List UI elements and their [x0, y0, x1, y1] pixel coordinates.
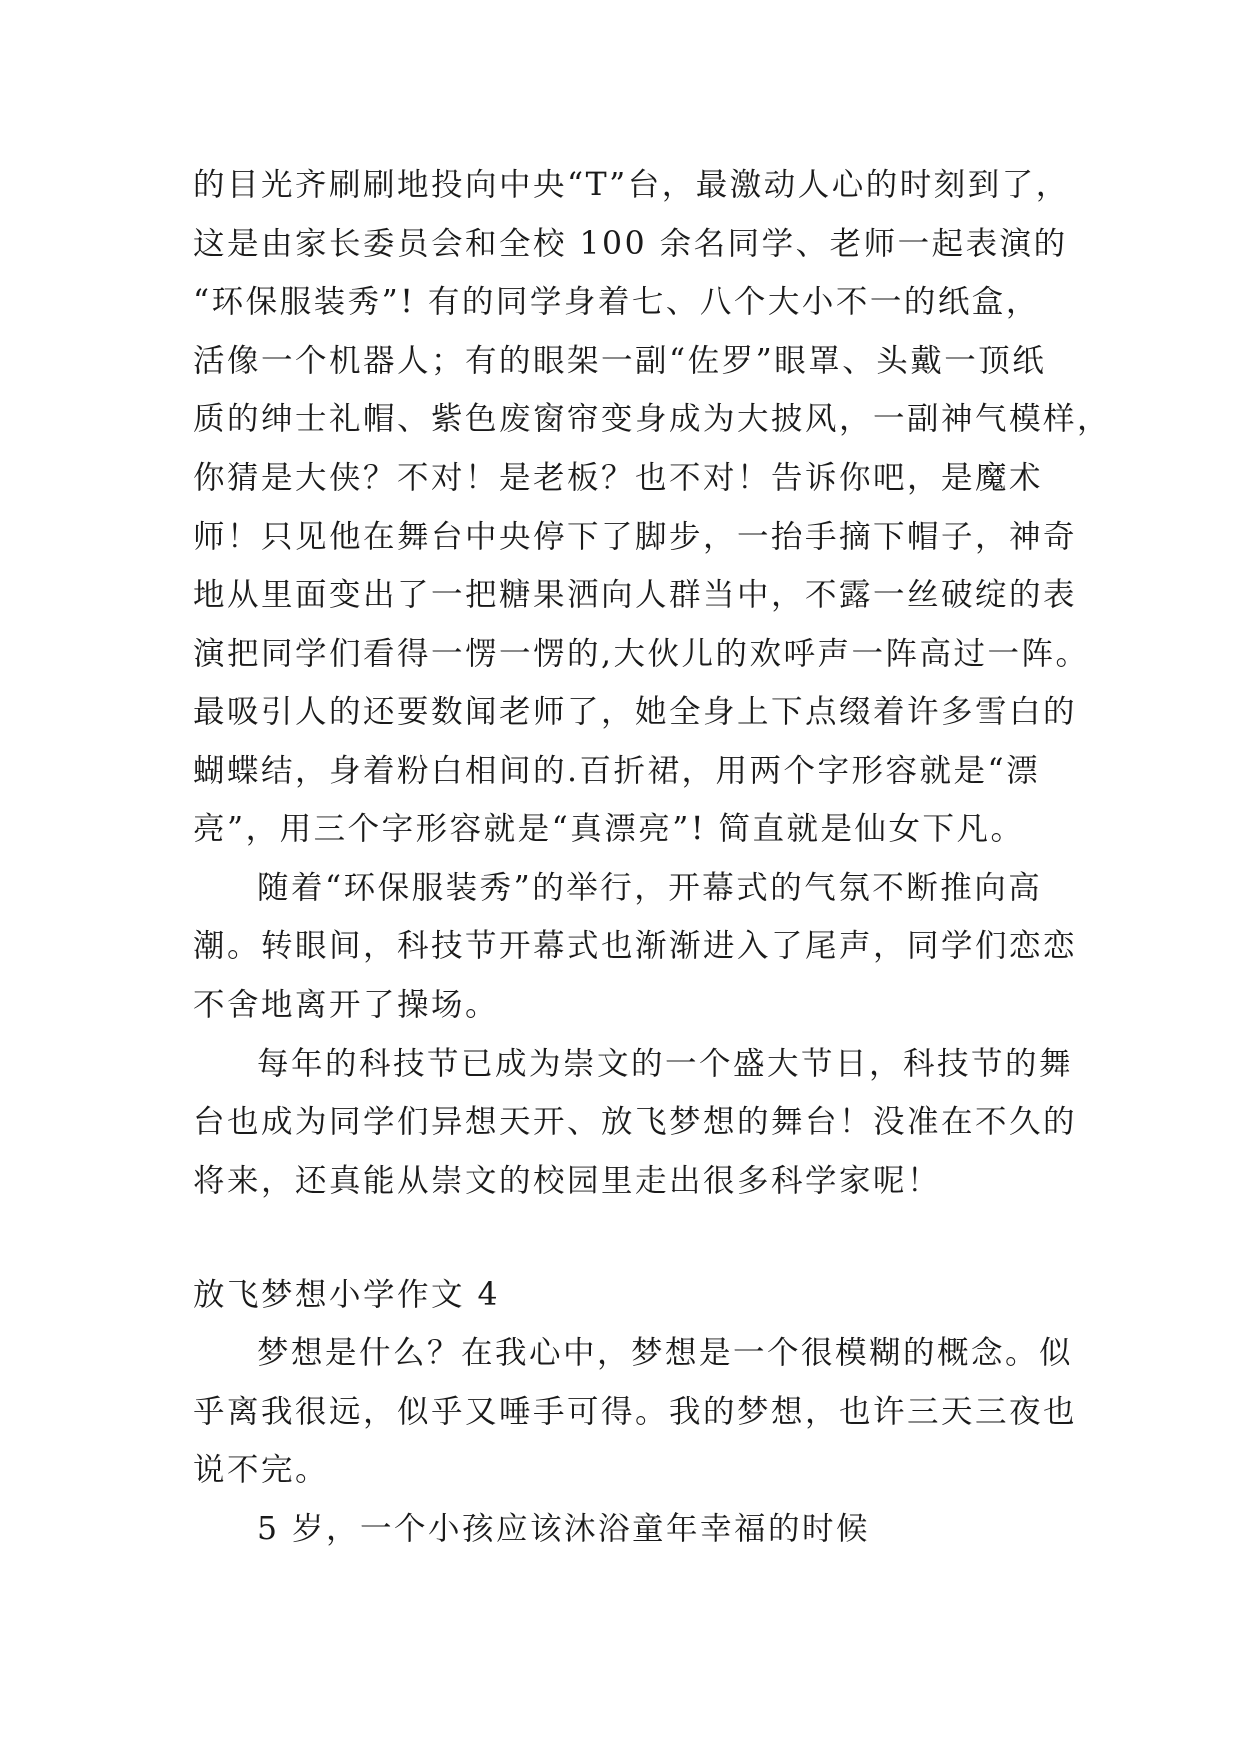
paragraph-line: 地从里面变出了一把糖果洒向人群当中，不露一丝破绽的表: [193, 577, 1078, 613]
paragraph-line: 师！只见他在舞台中央停下了脚步，一抬手摘下帽子，神奇: [193, 519, 1078, 555]
paragraph-line: 最吸引人的还要数闻老师了，她全身上下点缀着许多雪白的: [193, 694, 1078, 730]
paragraph-line: 5 岁，一个小孩应该沐浴童年幸福的时候: [257, 1511, 871, 1547]
paragraph-line: 不舍地离开了操场。: [193, 987, 500, 1023]
paragraph-line: 乎离我很远，似乎又唾手可得。我的梦想，也许三天三夜也: [193, 1394, 1078, 1430]
paragraph-line: 台也成为同学们异想天开、放飞梦想的舞台！没准在不久的: [193, 1104, 1078, 1140]
paragraph-line: 这是由家长委员会和全校 100 余名同学、老师一起表演的: [193, 226, 1068, 262]
paragraph-line: “环保服装秀”! 有的同学身着七、八个大小不一的纸盒，: [193, 284, 1040, 320]
paragraph-line: 亮”，用三个字形容就是“真漂亮”! 简直就是仙女下凡。: [193, 811, 1025, 847]
paragraph-line: 随着“环保服装秀”的举行，开幕式的气氛不断推向高: [257, 870, 1043, 906]
paragraph-line: 潮。转眼间，科技节开幕式也渐渐进入了尾声，同学们恋恋: [193, 928, 1078, 964]
paragraph-line: 将来，还真能从崇文的校园里走出很多科学家呢！: [193, 1163, 942, 1199]
paragraph-line: 梦想是什么？在我心中，梦想是一个很模糊的概念。似: [257, 1335, 1074, 1371]
section-heading: 放飞梦想小学作文 4: [193, 1277, 501, 1313]
paragraph-line: 你猜是大侠？不对！是老板？也不对！告诉你吧，是魔术: [193, 460, 1044, 496]
paragraph-line: 质的绅士礼帽、紫色废窗帘变身成为大披风，一副神气模样，: [193, 401, 1112, 437]
paragraph-line: 说不完。: [193, 1452, 330, 1488]
paragraph-line: 活像一个机器人；有的眼架一副“佐罗”眼罩、头戴一顶纸: [193, 343, 1047, 379]
paragraph-line: 蝴蝶结，身着粉白相间的.百折裙，用两个字形容就是“漂: [193, 753, 1041, 789]
paragraph-line: 演把同学们看得一愣一愣的,大伙儿的欢呼声一阵高过一阵。: [193, 636, 1090, 672]
paragraph-line: 每年的科技节已成为崇文的一个盛大节日，科技节的舞: [257, 1046, 1074, 1082]
paragraph-line: 的目光齐刷刷地投向中央“T”台，最激动人心的时刻到了，: [193, 167, 1070, 203]
